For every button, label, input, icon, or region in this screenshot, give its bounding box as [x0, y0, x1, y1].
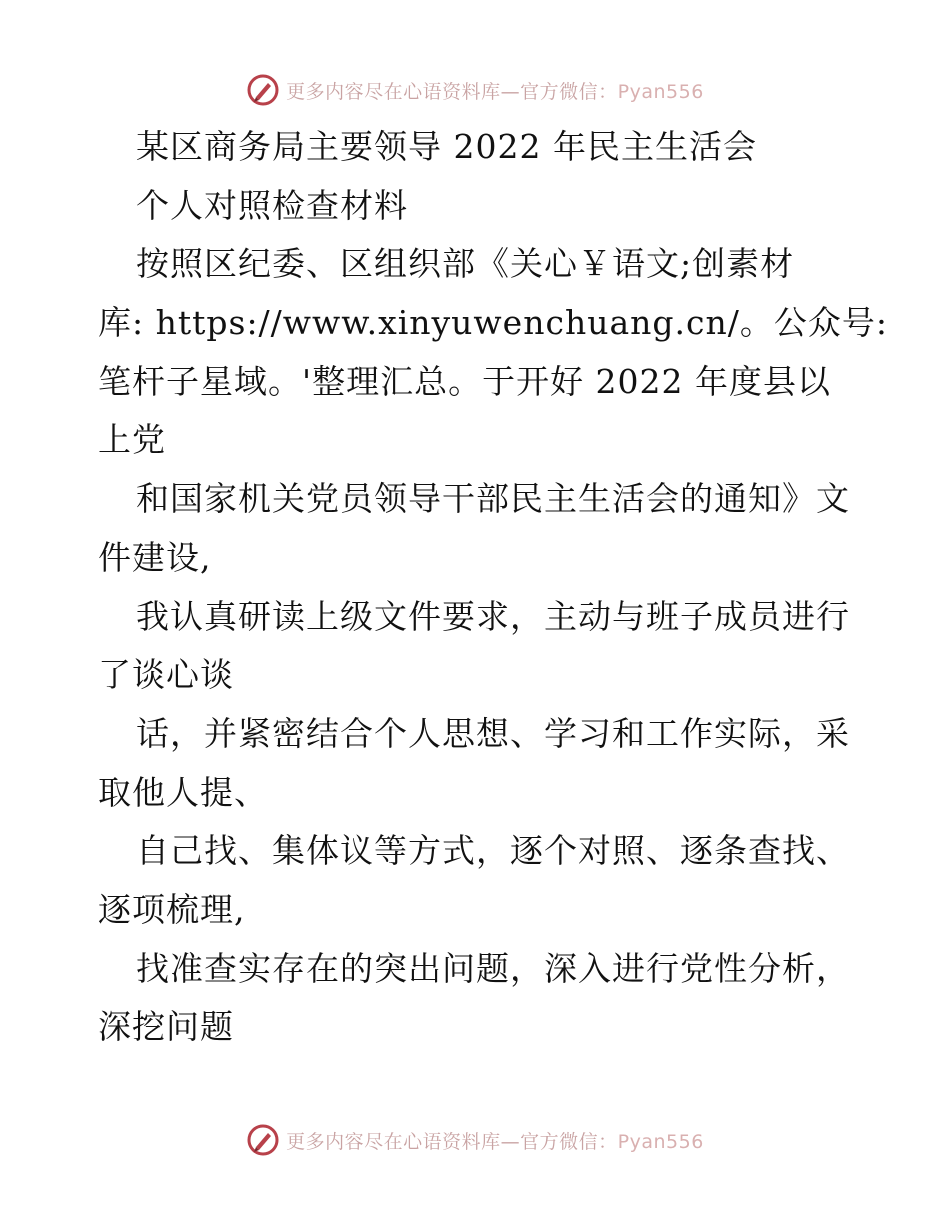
watermark-text: 更多内容尽在心语资料库—官方微信：Pyan556 — [286, 80, 704, 103]
header-watermark — [0, 70, 950, 110]
text-line: 我认真研读上级文件要求，主动与班子成员进行 — [136, 596, 850, 636]
text-line: 库: https://www.xinyuwenchuang.cn/。公众号: — [98, 303, 888, 343]
text-line: 上党 — [98, 420, 166, 460]
pen-logo-icon — [246, 73, 280, 107]
document-body — [98, 118, 888, 1057]
text-line: 话，并紧密结合个人思想、学习和工作实际，采 — [136, 713, 850, 753]
text-line: 逐项梳理, — [98, 889, 246, 929]
text-line: 深挖问题 — [98, 1007, 234, 1047]
text-line: 取他人提、 — [98, 772, 268, 812]
text-line: 自己找、集体议等方式，逐个对照、逐条查找、 — [136, 831, 850, 871]
watermark-text: 更多内容尽在心语资料库—官方微信：Pyan556 — [286, 1130, 704, 1153]
text-line: 某区商务局主要领导 2022 年民主生活会 — [136, 127, 757, 166]
text-line: 个人对照检查材料 — [136, 185, 408, 225]
text-line: 笔杆子星域。'整理汇总。于开好 2022 年度县以 — [98, 361, 832, 401]
pen-logo-icon — [246, 1123, 280, 1157]
footer-watermark — [0, 1120, 950, 1160]
text-line: 了谈心谈 — [98, 655, 234, 695]
text-line: 件建设, — [98, 537, 212, 577]
text-line: 和国家机关党员领导干部民主生活会的通知》文 — [136, 479, 850, 519]
text-line: 找准查实存在的突出问题，深入进行党性分析， — [136, 948, 850, 988]
text-line: 按照区纪委、区组织部《关心￥语文;创素材 — [136, 244, 795, 284]
